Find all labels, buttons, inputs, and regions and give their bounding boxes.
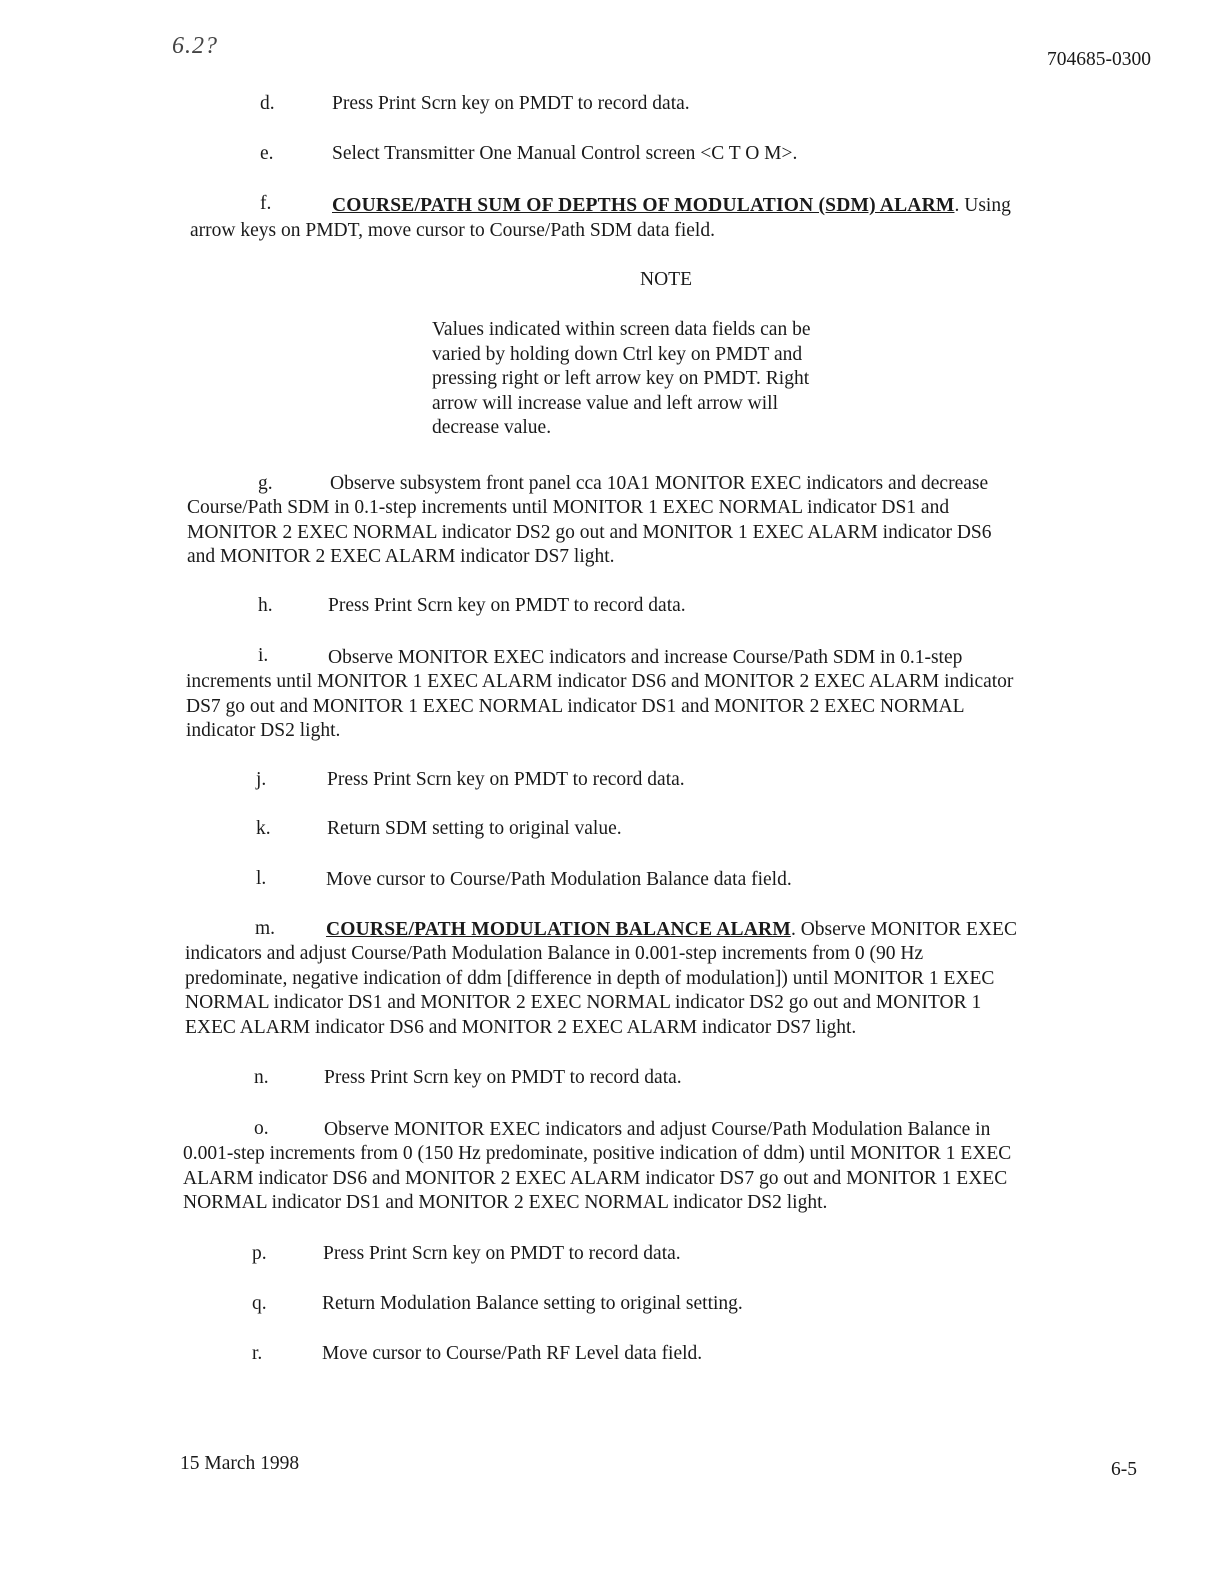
- step-o-label: o.: [254, 1118, 269, 1139]
- note-line: pressing right or left arrow key on PMDT. Right: [432, 368, 810, 389]
- step-n-text: Press Print Scrn key on PMDT to record data.: [324, 1067, 682, 1088]
- step-q-label: q.: [252, 1293, 267, 1314]
- step-f-text: arrow keys on PMDT, move cursor to Course/Path SDM data field.: [190, 220, 715, 241]
- step-f-heading: COURSE/PATH SUM OF DEPTHS OF MODULATION (SDM) ALARM: [332, 195, 955, 216]
- step-m-heading: COURSE/PATH MODULATION BALANCE ALARM: [326, 919, 791, 940]
- handwritten-mark: 6.2?: [172, 33, 218, 59]
- step-d-text: Press Print Scrn key on PMDT to record data.: [332, 93, 690, 114]
- step-g-line: Course/Path SDM in 0.1-step increments until MONITOR 1 EXEC NORMAL indicator DS1 and: [187, 497, 950, 518]
- step-m-text: [185, 942, 994, 1040]
- step-j-text: Press Print Scrn key on PMDT to record data.: [327, 769, 685, 790]
- step-f-first-line: [332, 194, 1011, 219]
- note-line: varied by holding down Ctrl key on PMDT and: [432, 343, 803, 365]
- step-k-text: Return SDM setting to original value.: [327, 818, 622, 839]
- step-l-label: l.: [256, 868, 267, 889]
- step-m-line: indicators and adjust Course/Path Modulation Balance in 0.001-step increments from 0 (90 Hz: [185, 943, 924, 964]
- note-body: [432, 318, 892, 441]
- step-r-text: Move cursor to Course/Path RF Level data field.: [322, 1343, 703, 1364]
- step-p-label: p.: [252, 1243, 267, 1264]
- step-g-line: MONITOR 2 EXEC NORMAL indicator DS2 go out and MONITOR 1 EXEC ALARM indicator DS6: [187, 521, 992, 543]
- step-d-label: d.: [260, 93, 275, 114]
- step-o-line: NORMAL indicator DS1 and MONITOR 2 EXEC NORMAL indicator DS2 light.: [183, 1192, 828, 1213]
- step-i-line: DS7 go out and MONITOR 1 EXEC NORMAL indicator DS1 and MONITOR 2 EXEC NORMAL: [186, 695, 965, 717]
- step-m-line: EXEC ALARM indicator DS6 and MONITOR 2 EXEC ALARM indicator DS7 light.: [185, 1016, 857, 1038]
- step-f-label: f.: [260, 193, 272, 214]
- step-o-line: 0.001-step increments from 0 (150 Hz predominate, positive indication of ddm) until MONITOR 1 EXEC: [183, 1143, 1012, 1164]
- step-l-text: Move cursor to Course/Path Modulation Balance data field.: [326, 869, 792, 890]
- step-n-label: n.: [254, 1067, 269, 1088]
- step-m-first-line: [326, 918, 1017, 943]
- step-i-line: indicator DS2 light.: [186, 720, 341, 741]
- step-h-label: h.: [258, 595, 273, 616]
- step-h-text: Press Print Scrn key on PMDT to record data.: [328, 595, 686, 616]
- note-line: arrow will increase value and left arrow will: [432, 392, 778, 414]
- step-p-text: Press Print Scrn key on PMDT to record data.: [323, 1243, 681, 1264]
- step-j-label: j.: [256, 769, 267, 790]
- step-o-text: [183, 1142, 1011, 1216]
- step-k-label: k.: [256, 818, 271, 839]
- step-g-label: g.: [258, 473, 273, 494]
- step-m-first-tail: . Observe MONITOR EXEC: [790, 919, 1017, 940]
- document-number: 704685-0300: [1047, 49, 1151, 70]
- note-title: NOTE: [640, 269, 692, 290]
- step-i-line: increments until MONITOR 1 EXEC ALARM indicator DS6 and MONITOR 2 EXEC ALARM indicator: [186, 671, 1014, 692]
- step-r-label: r.: [252, 1343, 263, 1364]
- step-i-text: [186, 670, 1013, 744]
- step-q-text: Return Modulation Balance setting to original setting.: [322, 1293, 743, 1314]
- step-o-first-line: Observe MONITOR EXEC indicators and adjust Course/Path Modulation Balance in: [324, 1119, 991, 1140]
- step-e-text: Select Transmitter One Manual Control screen <C T O M>.: [332, 143, 798, 164]
- step-i-first-line: Observe MONITOR EXEC indicators and increase Course/Path SDM in 0.1-step: [328, 647, 963, 668]
- step-g-first-line: Observe subsystem front panel cca 10A1 MONITOR EXEC indicators and decrease: [330, 473, 989, 494]
- note-line: Values indicated within screen data fields can be: [432, 319, 811, 340]
- step-e-label: e.: [260, 143, 274, 164]
- footer-date: 15 March 1998: [180, 1453, 300, 1474]
- step-g-line: and MONITOR 2 EXEC ALARM indicator DS7 light.: [187, 546, 615, 567]
- step-i-label: i.: [258, 645, 269, 666]
- step-m-line: predominate, negative indication of ddm [difference in depth of modulation]) until MONITOR 1 EXEC: [185, 967, 995, 989]
- step-m-line: NORMAL indicator DS1 and MONITOR 2 EXEC NORMAL indicator DS2 go out and MONITOR 1: [185, 992, 982, 1013]
- note-line: decrease value.: [432, 417, 552, 438]
- step-o-line: ALARM indicator DS6 and MONITOR 2 EXEC ALARM indicator DS7 go out and MONITOR 1 EXEC: [183, 1167, 1008, 1189]
- page-number: 6-5: [1111, 1459, 1137, 1480]
- step-g-text: [187, 496, 992, 570]
- step-f-first-tail: . Using: [954, 195, 1011, 216]
- step-m-label: m.: [255, 918, 276, 939]
